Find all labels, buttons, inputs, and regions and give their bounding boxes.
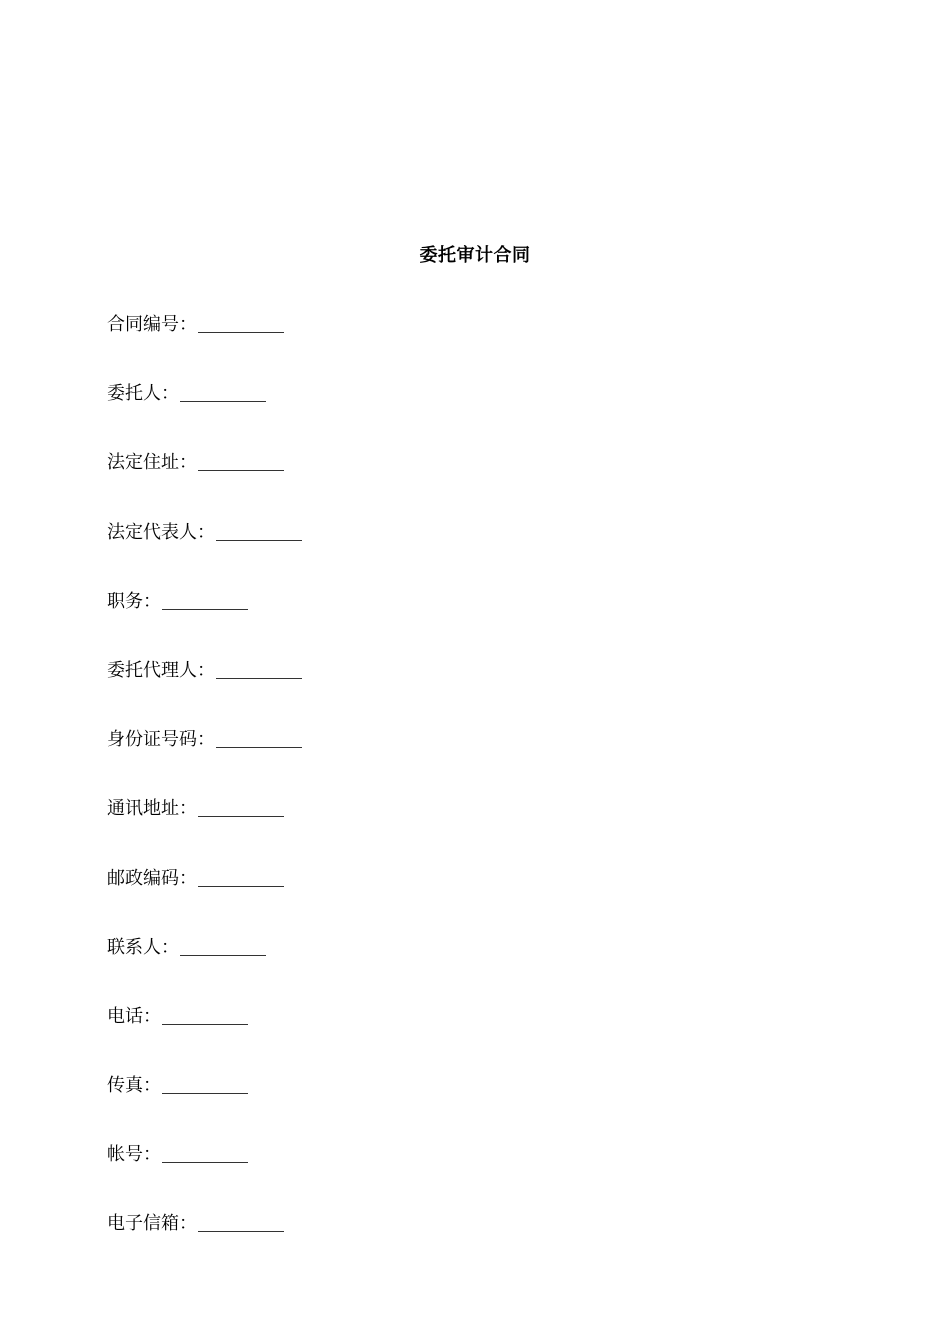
document-title: 委托审计合同 [419, 245, 531, 266]
field-label: 委托人： [107, 383, 179, 405]
field-label: 身份证号码： [107, 729, 215, 751]
field-fax [107, 1073, 867, 1142]
blank-line [216, 727, 302, 748]
blank-line [162, 589, 248, 610]
blank-line [198, 1211, 284, 1232]
blank-line [198, 312, 284, 333]
blank-line [198, 796, 284, 817]
field-contact-person [107, 935, 867, 1004]
field-label: 委托代理人： [107, 659, 215, 681]
field-label: 职务： [107, 590, 161, 612]
field-contract-number [107, 312, 867, 381]
blank-line [198, 450, 284, 471]
field-label: 电话： [107, 1005, 161, 1027]
field-mailing-address [107, 796, 867, 865]
field-phone [107, 1004, 867, 1073]
field-label: 传真： [107, 1075, 161, 1097]
field-account-number [107, 1142, 867, 1211]
field-label: 邮政编码： [107, 867, 197, 889]
blank-line [198, 866, 284, 887]
field-label: 联系人： [107, 936, 179, 958]
field-label: 电子信箱： [107, 1213, 197, 1235]
field-postal-code [107, 866, 867, 935]
blank-line [216, 520, 302, 541]
blank-line [180, 935, 266, 956]
field-email [107, 1211, 867, 1280]
blank-line [180, 381, 266, 402]
field-legal-representative [107, 520, 867, 589]
field-label: 合同编号： [107, 314, 197, 335]
field-label: 通讯地址： [107, 798, 197, 820]
field-legal-address [107, 450, 867, 519]
field-label: 法定代表人： [107, 521, 215, 543]
field-id-number [107, 727, 867, 796]
blank-line [162, 1073, 248, 1094]
field-client [107, 381, 867, 450]
blank-line [216, 658, 302, 679]
field-label: 帐号： [107, 1144, 161, 1166]
field-label: 法定住址： [107, 452, 197, 474]
field-authorized-agent [107, 658, 867, 727]
blank-line [162, 1004, 248, 1025]
blank-line [162, 1142, 248, 1163]
party-info-fields [107, 312, 867, 1281]
field-position [107, 589, 867, 658]
